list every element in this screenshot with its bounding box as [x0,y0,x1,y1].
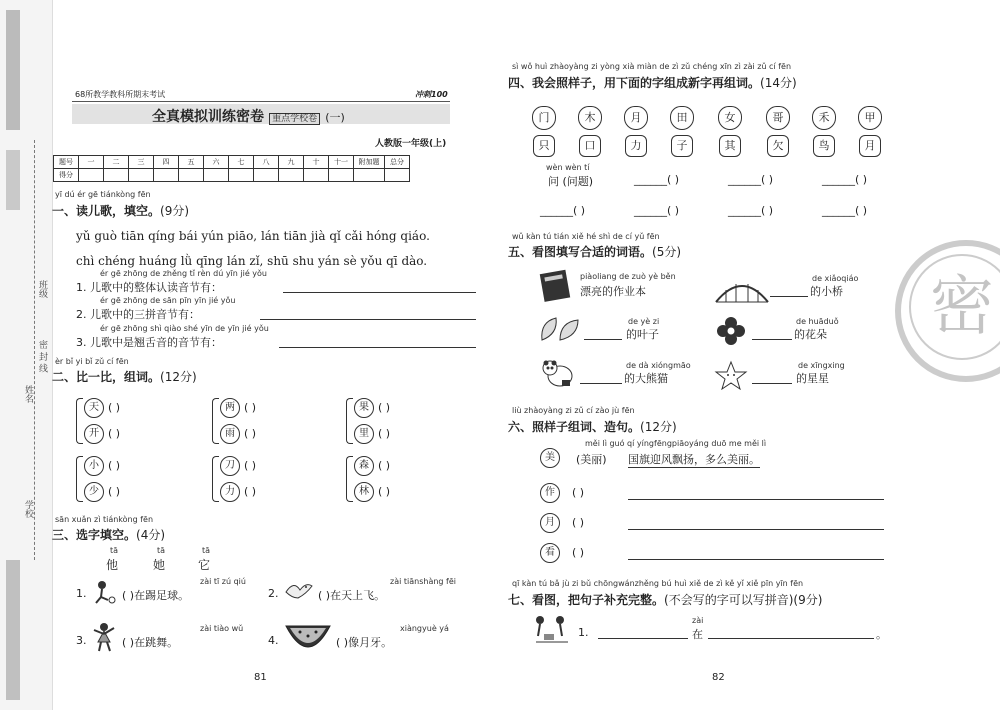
i2-blank[interactable] [770,296,808,297]
name-label: 姓名 [23,385,33,403]
notebook-picture [536,268,572,304]
brace [212,398,219,444]
compare-char: 果 [354,398,374,418]
sec4-points: (14分) [760,76,797,90]
sec4-example: 问 (问题) [548,175,594,188]
title-row [152,106,345,126]
sec1-q1-pinyin: ér gē zhōng de zhěng tǐ rèn dú yīn jié yǒu [100,269,267,278]
score-cell[interactable] [204,169,229,182]
school-label: 学校 [23,500,33,518]
component-char-bottom: 鸟 [813,135,835,157]
i3-text: 的叶子 [626,328,659,341]
class-label: 班级 [37,280,47,298]
poem-line-2: chì chéng huáng lǜ qīng lán zǐ, shū shu yán sè yǒu qī dào. [76,254,428,268]
option-ta-it: 它 [198,558,211,572]
sec6-sentence-line[interactable] [628,559,884,560]
sec6-char: 月 [540,513,560,533]
word-answer-paren[interactable]: ( ) [244,427,257,440]
sec7-s1-mid: 在 [692,628,703,641]
sec4-example-pinyin: wèn wèn tí [546,163,590,172]
i6-blank[interactable] [752,383,792,384]
word-answer-paren[interactable]: ( ) [378,459,391,472]
example-word: (美丽) [576,453,607,466]
new-char-blank[interactable]: ______( ) [728,204,774,217]
page-number-right: 82 [712,672,725,683]
compare-char: 刀 [220,456,240,476]
exam-title: 全真模拟训练密卷 [152,109,264,125]
component-char-top: 女 [718,106,742,130]
sec4-title: 四、我会照样子，用下面的字组成新字再组词。 [508,76,761,90]
sec6-word-paren[interactable]: ( ) [572,546,585,559]
new-char-blank[interactable]: ______( ) [634,173,680,186]
i6-pinyin: de xīngxing [798,361,845,370]
sec6-word-paren[interactable]: ( ) [572,486,585,499]
score-header-cell: 总分 [385,156,410,169]
compare-char: 雨 [220,424,240,444]
sec1-q3 [76,334,222,350]
new-char-blank[interactable]: ______( ) [822,173,868,186]
component-char-bottom: 欠 [767,135,789,157]
word-answer-paren[interactable]: ( ) [244,459,257,472]
i5-pinyin: de dà xióngmāo [626,361,691,370]
word-answer-paren[interactable]: ( ) [108,459,121,472]
sec4-heading [508,74,797,91]
s4-pinyin: xiàngyuè yá [400,624,449,633]
component-char-bottom: 口 [579,135,601,157]
sec1-pinyin: yī dú ér gē tiánkòng fēn [55,190,151,199]
component-char-top: 月 [624,106,648,130]
sec1-points: (9分) [160,204,190,218]
sec1-q1 [76,279,222,295]
s3-pinyin: zài tiào wǔ [200,624,244,633]
component-char-top: 田 [670,106,694,130]
component-char-bottom: 力 [625,135,647,157]
i4-pinyin: de huāduǒ [796,317,839,326]
sec6-heading [508,418,677,435]
score-cell[interactable] [179,169,204,182]
component-char-top: 哥 [766,106,790,130]
sec1-q1-answer-line[interactable] [283,292,476,293]
s2-num: 2. [268,587,279,600]
component-char-top: 木 [578,106,602,130]
score-cell[interactable] [279,169,304,182]
new-char-blank[interactable]: ______( ) [822,204,868,217]
watermelon-slice-picture [284,624,332,648]
sec7-heading [508,591,822,608]
sec6-word-paren[interactable]: ( ) [572,516,585,529]
binding-strip [6,10,20,130]
kids-playing-picture [530,614,574,644]
word-answer-paren[interactable]: ( ) [378,401,391,414]
sprint-label: 冲刺100 [415,90,448,99]
sec3-heading [52,526,165,543]
sec7-s1-num: 1. [578,626,589,639]
s3-num: 3. [76,634,87,647]
i5-blank[interactable] [580,383,622,384]
new-char-blank[interactable]: ______( ) [634,204,680,217]
sec6-title: 六、照样子组词、造句。 [508,420,641,434]
sec7-s1-blank-2[interactable] [708,638,874,639]
component-char-top: 禾 [812,106,836,130]
leaves-picture [538,316,582,344]
opt2-pinyin: tā [157,546,166,555]
poem-line-1: yǔ guò tiān qíng bái yún piāo, lán tiān jià qǐ cǎi hóng qiáo. [76,229,430,243]
i2-pinyin: de xiǎoqiáo [812,274,859,283]
component-char-bottom: 月 [859,135,881,157]
component-char-top: 甲 [858,106,882,130]
bird-picture [284,578,314,604]
brace [76,456,83,502]
word-answer-paren[interactable]: ( ) [108,401,121,414]
score-header-cell: 八 [254,156,279,169]
s4-sentence[interactable]: ( )像月牙。 [336,636,393,649]
score-header-cell: 四 [154,156,179,169]
score-header-row [54,156,410,169]
sec6-example-pinyin: měi lì guó qí yíngfēngpiāoyáng duō me měi lì [585,439,767,448]
star-picture [714,360,748,390]
binding-strip [6,560,20,700]
score-cell[interactable] [154,169,179,182]
word-answer-paren[interactable]: ( ) [244,401,257,414]
score-cell[interactable] [385,169,410,182]
example-sentence: 国旗迎风飘扬，多么美丽。 [628,453,760,466]
sec3-points: (4分) [136,528,166,542]
sec3-title: 三、选字填空。 [52,528,137,542]
panda-picture [536,358,576,388]
sec6-char: 看 [540,543,560,563]
compare-char: 天 [84,398,104,418]
opt3-pinyin: tā [202,546,211,555]
i6-text: 的星星 [796,372,829,385]
seal-stamp-char: 密 [909,254,1000,360]
sec1-title: 一、读儿歌，填空。 [52,204,161,218]
sec1-q3-text: 3. 儿歌中是翘舌音的音节有： [76,336,222,349]
bridge-picture [714,274,770,304]
volume-label: (一) [325,111,345,124]
component-char-bottom: 只 [533,135,555,157]
sec2-pinyin: èr bǐ yi bǐ zǔ cí fēn [55,357,129,366]
s1-sentence[interactable]: ( )在踢足球。 [122,589,190,602]
brace [346,456,353,502]
score-cell[interactable] [254,169,279,182]
score-header-cell: 十 [304,156,329,169]
score-cell[interactable] [129,169,154,182]
sec1-q3-pinyin: ér gē zhōng shì qiào shé yīn de yīn jié yǒu [100,324,269,333]
brace [76,398,83,444]
option-ta-she: 她 [153,558,166,572]
i1-text: 漂亮的作业本 [580,285,646,298]
score-header-cell: 十一 [329,156,354,169]
word-answer-paren[interactable]: ( ) [244,485,257,498]
score-cell[interactable] [104,169,129,182]
score-header-cell: 一 [79,156,104,169]
dancer-picture [90,622,118,652]
sec3-pinyin: sān xuǎn zì tiánkòng fēn [55,515,154,524]
sec1-q3-answer-line[interactable] [279,347,476,348]
sec6-pinyin: liù zhàoyàng zi zǔ cí zào jù fēn [512,406,635,415]
word-answer-paren[interactable]: ( ) [378,427,391,440]
sec7-s1-pinyin: zài [692,616,704,625]
header-rule [72,101,450,102]
score-cell[interactable] [304,169,329,182]
score-header-cell: 附加题 [354,156,385,169]
seal-line-label: 密 封 线 [37,340,47,373]
sec5-title: 五、看图填写合适的词语。 [508,245,653,259]
s3-sentence[interactable]: ( )在跳舞。 [122,636,179,649]
score-header-cell: 题号 [54,156,79,169]
sec1-q2-text: 2. 儿歌中的三拼音节有： [76,308,200,321]
compare-char: 森 [354,456,374,476]
brace [346,398,353,444]
s2-pinyin: zài tiānshàng fēi [390,577,456,586]
score-header-cell: 七 [229,156,254,169]
component-char-top: 门 [532,106,556,130]
soccer-kid-picture [90,580,116,604]
i5-text: 的大熊猫 [624,372,668,385]
compare-char: 小 [84,456,104,476]
word-answer-paren[interactable]: ( ) [108,485,121,498]
i1-pinyin: piàoliang de zuò yè běn [580,272,676,281]
score-cell[interactable] [329,169,354,182]
exam-source: 68所教学教科所期末考试 [75,90,166,99]
sec2-points: (12分) [160,370,197,384]
sec1-q1-text: 1. 儿歌中的整体认读音节有： [76,281,222,294]
flower-picture [716,316,746,346]
compare-char: 林 [354,482,374,502]
sec1-heading [52,202,189,219]
score-cell[interactable] [229,169,254,182]
s1-pinyin: zài tī zú qiú [200,577,246,586]
word-answer-paren[interactable]: ( ) [378,485,391,498]
score-header-cell: 九 [279,156,304,169]
sec7-note: (不会写的字可以写拼音) [664,593,794,607]
i2-text: 的小桥 [810,285,843,298]
i4-text: 的花朵 [794,328,827,341]
score-cell[interactable] [354,169,385,182]
score-header-cell: 六 [204,156,229,169]
score-cell[interactable] [79,169,104,182]
s1-num: 1. [76,587,87,600]
binding-margin [0,0,53,710]
opt1-pinyin: tā [110,546,119,555]
example-char-mei: 美 [540,448,560,468]
sec5-heading [508,243,681,260]
compare-char: 两 [220,398,240,418]
score-header-cell: 五 [179,156,204,169]
i3-blank[interactable] [584,339,622,340]
sec7-points: (9分) [793,593,823,607]
sec7-s1-blank-1[interactable] [598,638,688,639]
score-value-row [54,169,410,182]
score-row-label: 得分 [54,169,79,182]
sec7-pinyin: qī kàn tú bǎ jù zi bǔ chōngwánzhěng bú huì xiě de zì kě yǐ xiě pīn yīn fēn [512,579,804,588]
seal-stamp [895,240,1000,382]
sec1-q2-answer-line[interactable] [260,319,476,320]
word-answer-paren[interactable]: ( ) [108,427,121,440]
compare-char: 开 [84,424,104,444]
sec1-q2-pinyin: ér gē zhōng de sān pīn yīn jié yǒu [100,296,236,305]
page-number-left: 81 [254,672,267,683]
component-char-bottom: 子 [671,135,693,157]
score-table [53,155,410,182]
new-char-blank[interactable]: ______( ) [540,204,586,217]
i4-blank[interactable] [752,339,792,340]
compare-char: 里 [354,424,374,444]
compare-char: 力 [220,482,240,502]
brace [212,456,219,502]
sec6-sentence-line[interactable] [628,499,884,500]
component-char-bottom: 其 [719,135,741,157]
i3-pinyin: de yè zi [628,317,660,326]
edition-label: 人教版一年级(上) [375,139,447,149]
sec2-title: 二、比一比，组词。 [52,370,161,384]
s2-sentence[interactable]: ( )在天上飞。 [318,589,386,602]
seal-dashed-line [34,140,35,560]
school-tag: 重点学校卷 [269,113,320,125]
sec5-pinyin: wǔ kàn tú tián xiě hé shì de cí yǔ fēn [512,232,660,241]
sec6-char: 作 [540,483,560,503]
s4-num: 4. [268,634,279,647]
score-header-cell: 二 [104,156,129,169]
new-char-blank[interactable]: ______( ) [728,173,774,186]
sec4-pinyin: sì wǒ huì zhàoyàng zi yòng xià miàn de zì zǔ chéng xīn zì zài zǔ cí fēn [512,62,792,71]
sec7-s1-end: 。 [876,628,887,641]
option-ta-he: 他 [106,558,119,572]
sec5-points: (5分) [652,245,682,259]
compare-char: 少 [84,482,104,502]
sec7-title: 七、看图，把句子补充完整。 [508,593,665,607]
sec6-points: (12分) [640,420,677,434]
sec6-sentence-line[interactable] [628,529,884,530]
sec2-heading [52,368,197,385]
binding-strip [6,150,20,210]
score-header-cell: 三 [129,156,154,169]
sec1-q2 [76,306,200,322]
